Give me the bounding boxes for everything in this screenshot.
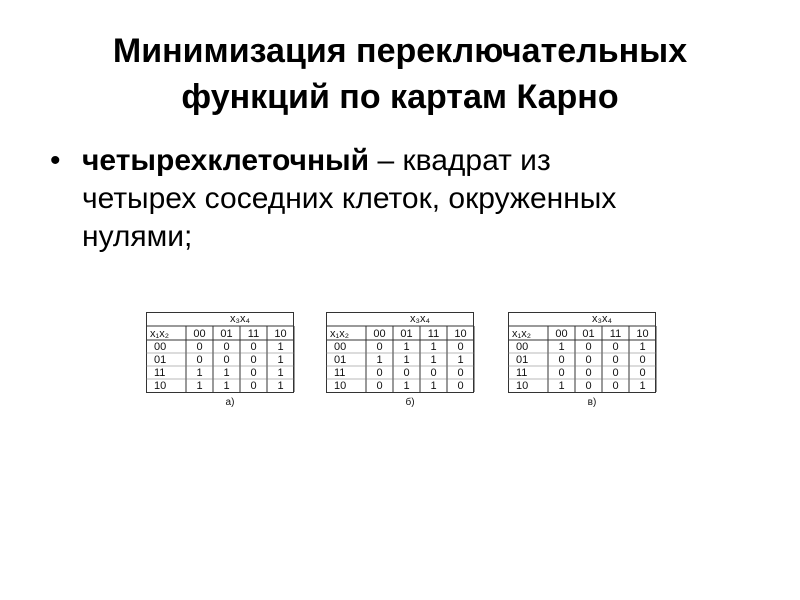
kmap-cell: 1 — [639, 341, 646, 353]
kmap-cell: 0 — [612, 367, 619, 379]
kmap-column-variables: x₃x₄ — [230, 313, 250, 325]
kmap-cell: 0 — [457, 367, 464, 379]
title-line-2: функций по картам Карно — [181, 78, 619, 116]
kmap-column-header: 11 — [427, 328, 440, 340]
kmap-cell: 0 — [612, 380, 619, 392]
kmap-frame — [147, 313, 294, 393]
kmap-row-header: 10 — [154, 380, 167, 392]
kmap-cell: 0 — [196, 354, 203, 366]
kmap-column-header: 10 — [636, 328, 649, 340]
kmap-row-header: 00 — [516, 341, 529, 353]
kmap-row-header: 11 — [516, 367, 528, 379]
kmap-cell: 1 — [196, 380, 203, 392]
kmap-row-header: 11 — [154, 367, 166, 379]
kmap-cell: 1 — [223, 367, 230, 379]
kmap-cell: 0 — [250, 354, 257, 366]
kmap-cell: 1 — [430, 354, 437, 366]
kmap-column-header: 01 — [582, 328, 595, 340]
kmap-cell: 0 — [558, 367, 565, 379]
kmap-cell: 1 — [430, 341, 437, 353]
kmap-cell: 1 — [277, 367, 284, 379]
bullet-line-2: четырех соседних клеток, окруженных — [82, 182, 617, 215]
karnaugh-map-a — [146, 310, 296, 422]
kmap-column-variables: x₃x₄ — [410, 313, 430, 325]
kmap-cell: 0 — [585, 341, 592, 353]
kmap-row-header: 10 — [334, 380, 347, 392]
kmap-row-header: 00 — [154, 341, 167, 353]
kmap-cell: 0 — [639, 354, 646, 366]
kmap-svg — [326, 310, 476, 422]
kmap-cell: 1 — [277, 341, 284, 353]
kmap-column-header: 00 — [555, 328, 568, 340]
kmap-row-variables: x₁x₂ — [512, 328, 531, 340]
kmap-row-header: 11 — [334, 367, 346, 379]
bullet-line-1: – квадрат из — [369, 144, 551, 177]
slide-title — [0, 28, 800, 120]
kmap-cell: 0 — [376, 341, 383, 353]
karnaugh-map-c — [508, 310, 658, 422]
kmap-column-header: 00 — [193, 328, 206, 340]
kmap-column-header: 11 — [247, 328, 260, 340]
kmap-caption: а) — [225, 397, 235, 408]
kmap-cell: 1 — [403, 341, 410, 353]
kmap-cell: 1 — [403, 354, 410, 366]
kmap-cell: 0 — [250, 367, 257, 379]
kmap-cell: 1 — [403, 380, 410, 392]
kmap-column-header: 01 — [400, 328, 413, 340]
kmap-cell: 1 — [430, 380, 437, 392]
kmap-row-header: 01 — [516, 354, 529, 366]
bullet-line-3: нулями; — [82, 220, 193, 253]
kmap-cell: 1 — [558, 341, 565, 353]
kmap-column-header: 10 — [274, 328, 287, 340]
kmap-row-header: 01 — [334, 354, 347, 366]
kmap-row-header: 00 — [334, 341, 347, 353]
kmap-cell: 0 — [457, 341, 464, 353]
kmap-svg — [146, 310, 296, 422]
kmap-column-header: 00 — [373, 328, 386, 340]
kmap-cell: 0 — [223, 341, 230, 353]
kmap-frame — [327, 313, 474, 393]
kmap-cell: 0 — [196, 341, 203, 353]
kmap-cell: 0 — [376, 380, 383, 392]
kmap-cell: 1 — [277, 380, 284, 392]
kmap-cell: 0 — [585, 380, 592, 392]
kmap-cell: 1 — [376, 354, 383, 366]
kmap-column-variables: x₃x₄ — [592, 313, 612, 325]
karnaugh-map-b — [326, 310, 476, 422]
kmap-column-header: 01 — [220, 328, 233, 340]
kmap-cell: 0 — [430, 367, 437, 379]
kmap-column-header: 11 — [609, 328, 622, 340]
kmap-cell: 0 — [639, 367, 646, 379]
kmap-cell: 1 — [196, 367, 203, 379]
kmap-cell: 0 — [250, 341, 257, 353]
kmap-row-variables: x₁x₂ — [150, 328, 169, 340]
kmap-row-header: 01 — [154, 354, 167, 366]
kmap-cell: 0 — [612, 341, 619, 353]
kmap-frame — [509, 313, 656, 393]
bullet-term: четырехклеточный — [82, 144, 370, 177]
title-line-1: Минимизация переключательных — [112, 32, 688, 70]
kmap-cell: 1 — [558, 380, 565, 392]
kmap-cell: 0 — [585, 354, 592, 366]
kmap-cell: 1 — [457, 354, 464, 366]
kmap-caption: б) — [405, 397, 415, 408]
kmap-cell: 0 — [585, 367, 592, 379]
kmap-cell: 0 — [612, 354, 619, 366]
kmap-cell: 0 — [403, 367, 410, 379]
kmap-cell: 1 — [223, 380, 230, 392]
kmap-cell: 0 — [376, 367, 383, 379]
kmap-column-header: 10 — [454, 328, 467, 340]
kmap-row-header: 10 — [516, 380, 529, 392]
bullet-marker: • — [50, 144, 61, 177]
kmap-cell: 0 — [223, 354, 230, 366]
bullet-text — [82, 142, 750, 256]
kmap-cell: 0 — [250, 380, 257, 392]
kmap-cell: 0 — [457, 380, 464, 392]
kmap-cell: 1 — [639, 380, 646, 392]
kmap-row-variables: x₁x₂ — [330, 328, 349, 340]
kmap-svg — [508, 310, 658, 422]
kmap-caption: в) — [587, 397, 597, 408]
kmap-cell: 0 — [558, 354, 565, 366]
kmap-cell: 1 — [277, 354, 284, 366]
